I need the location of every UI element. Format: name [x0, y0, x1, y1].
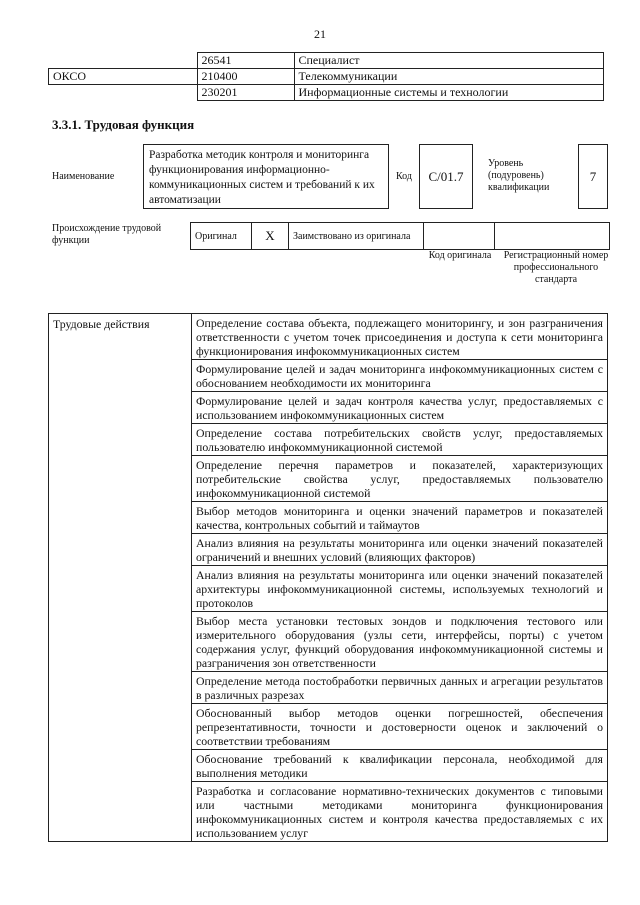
- page-number: 21: [314, 27, 326, 41]
- labor-action: Определение состава потребительских свойств услуг, предоставляемых пользователю инфокоммуникационной системой: [192, 424, 608, 456]
- borrowed-label: Заимствовано из оригинала: [289, 223, 424, 250]
- original-label: Оригинал: [191, 223, 252, 250]
- function-code: С/01.7: [419, 144, 473, 209]
- labor-action: Выбор места установки тестовых зондов и подключения тестового или измерительного оборудования (узлы сети, интерфейсы, порты) с учетом содержания услуг, функций оборудования инфокоммуникационной системы и разграничения зон ответственности: [192, 612, 608, 672]
- name-label: Наименование: [52, 171, 115, 182]
- labor-actions-label: Трудовые действия: [49, 314, 192, 842]
- table-row: [49, 53, 604, 69]
- labor-action: Выбор методов мониторинга и оценки значений параметров и показателей качества, контрольных событий и таймаутов: [192, 502, 608, 534]
- table-row: [49, 69, 604, 85]
- labor-action: Разработка и согласование нормативно-технических документов с типовыми или частными методиками мониторинга функционирования инфокоммуникационных систем и контроля качества предоставляемых с их использованием услуг: [192, 782, 608, 842]
- labor-action: Определение метода постобработки первичных данных и агрегации результатов в различных разрезах: [192, 672, 608, 704]
- section-title: 3.3.1. Трудовая функция: [52, 117, 195, 132]
- origin-table: [190, 222, 610, 250]
- okso-name: Информационные системы и технологии: [294, 85, 604, 101]
- okso-name: Телекоммуникации: [294, 69, 604, 85]
- level-label: Уровень (подуровень) квалификации: [488, 158, 550, 193]
- table-row: [49, 85, 604, 101]
- code-original-cell: [424, 223, 495, 250]
- labor-action: Анализ влияния на результаты мониторинга или оценки значений показателей архитектуры инфокоммуникационной системы, используемых технологий и протоколов: [192, 566, 608, 612]
- okso-name: Специалист: [294, 53, 604, 69]
- code-original-label: Код оригинала: [428, 250, 492, 261]
- labor-action: Обоснованный выбор методов оценки погрешностей, обеспечения репрезентативности, точности и достоверности оценок и заключений о соответствии требованиям: [192, 704, 608, 750]
- labor-action: Определение состава объекта, подлежащего мониторингу, и зон разграничения ответственности с учетом точек присоединения и доступа к сети мониторинга функционирования инфокоммуникационных систем: [192, 314, 608, 360]
- okso-code: 230201: [197, 85, 294, 101]
- okso-label-empty: [49, 85, 198, 101]
- reg-number-label: Регистрационный номер профессионального стандарта: [503, 250, 609, 285]
- origin-label: Происхождение трудовой функции: [52, 223, 162, 246]
- table-row: [191, 223, 610, 250]
- reg-number-cell: [495, 223, 610, 250]
- okso-table: [48, 52, 604, 101]
- table-row: [49, 314, 608, 360]
- original-mark: X: [252, 223, 289, 250]
- function-level: 7: [578, 144, 608, 209]
- labor-action: Анализ влияния на результаты мониторинга или оценки значений показателей ограничений и внешних условий (влияющих факторов): [192, 534, 608, 566]
- labor-action: Формулирование целей и задач мониторинга инфокоммуникационных систем с обоснованием необходимости их мониторинга: [192, 360, 608, 392]
- code-label: Код: [396, 171, 412, 182]
- okso-code: 210400: [197, 69, 294, 85]
- okso-code: 26541: [197, 53, 294, 69]
- labor-action: Формулирование целей и задач контроля качества услуг, предоставляемых с использованием инфокоммуникационных систем: [192, 392, 608, 424]
- labor-action: Определение перечня параметров и показателей, характеризующих потребительские свойства услуг, предоставляемых пользователю инфокоммуникационной системой: [192, 456, 608, 502]
- labor-actions-table: [48, 313, 608, 842]
- labor-action: Обоснование требований к квалификации персонала, необходимой для выполнения методики: [192, 750, 608, 782]
- function-name: Разработка методик контроля и мониторинга функционирования информационно-коммуникационных систем и требований к их автоматизации: [143, 144, 389, 209]
- okso-label-empty: [49, 53, 198, 69]
- okso-label: ОКСО: [49, 69, 198, 85]
